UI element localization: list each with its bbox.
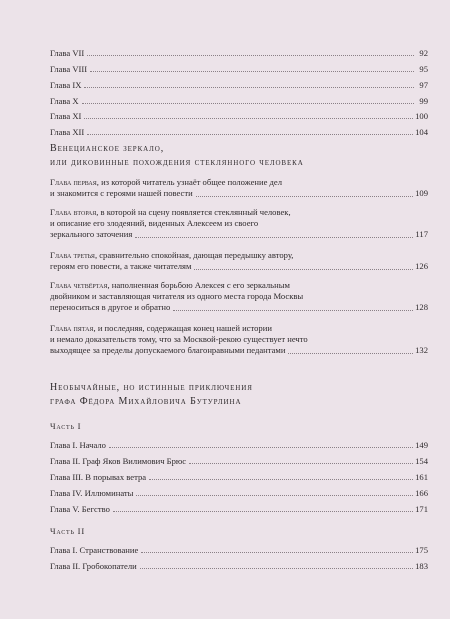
toc-entry-title: Глава VII: [50, 48, 85, 58]
dot-leader: [113, 511, 413, 512]
toc-entry[interactable]: [50, 545, 428, 555]
toc-entry-page: 109: [415, 188, 428, 198]
toc-entry[interactable]: [50, 111, 428, 121]
toc-entry-title: Глава I. Странствование: [50, 545, 139, 555]
dot-leader: [141, 552, 413, 553]
toc-entry[interactable]: [50, 472, 428, 482]
chapter-desc: и немало доказательств тому, что за Москвой-рекою существует нечто: [50, 334, 308, 344]
toc-entry-page: 166: [415, 488, 428, 498]
part-label: Часть I: [50, 421, 82, 431]
toc-entry-page: 132: [415, 345, 428, 355]
chapter-desc: , наполненная борьбою Алексея с его зеркальным: [107, 280, 290, 290]
toc-entry[interactable]: [50, 127, 428, 137]
toc-entry-title: Глава IV. Иллюминаты: [50, 488, 134, 498]
dot-leader: [87, 134, 413, 135]
toc-entry-page: 104: [415, 127, 428, 137]
dot-leader: [84, 87, 414, 88]
toc-entry-page: 154: [415, 456, 428, 466]
chapter-desc: , из которой читатель узнаёт общее положение дел: [96, 177, 283, 187]
toc-entry-page: 149: [415, 440, 428, 450]
toc-entry-title: Глава IX: [50, 80, 82, 90]
chapter-head: Глава первая: [50, 177, 97, 187]
dot-leader: [136, 495, 413, 496]
dot-leader: [149, 479, 413, 480]
chapter-desc: , и последняя, содержащая конец нашей истории: [93, 323, 272, 333]
dot-leader: [90, 71, 414, 72]
toc-entry[interactable]: [50, 80, 428, 90]
chapter-desc: , сравнительно спокойная, дающая передышку автору,: [94, 250, 294, 260]
section-title: [50, 381, 430, 409]
dot-leader: [109, 447, 413, 448]
toc-entry[interactable]: [50, 561, 428, 571]
toc-entry-title: Глава III. В порывах ветра: [50, 472, 147, 482]
part-label: Часть II: [50, 526, 86, 536]
section-title: [50, 142, 430, 170]
chapter-head: Глава третья: [50, 250, 95, 260]
toc-entry-title: Глава VIII: [50, 64, 88, 74]
toc-chapter-entry[interactable]: [50, 250, 428, 272]
chapter-desc: выходящее за пределы допускаемого благонравными педантами: [50, 345, 286, 355]
chapter-desc: зеркального заточения: [50, 229, 133, 239]
chapter-head: Глава вторая: [50, 207, 97, 217]
chapter-desc: героям его повести, а также читателям: [50, 261, 192, 271]
toc-entry[interactable]: [50, 456, 428, 466]
chapter-desc: , в которой на сцену появляется стеклянный человек,: [96, 207, 291, 217]
toc-entry[interactable]: [50, 440, 428, 450]
toc-entry-page: 171: [415, 504, 428, 514]
dot-leader: [140, 568, 413, 569]
toc-entry-page: 117: [415, 229, 428, 239]
dot-leader: [194, 269, 413, 270]
toc-entry-page: 100: [415, 111, 428, 121]
dot-leader: [82, 103, 414, 104]
chapter-head: Глава пятая: [50, 323, 94, 333]
toc-entry-page: 183: [415, 561, 428, 571]
toc-entry[interactable]: [50, 488, 428, 498]
dot-leader: [84, 118, 413, 119]
toc-entry-page: 161: [415, 472, 428, 482]
chapter-desc: двойником и заставляющая читателя из одного места города Москвы: [50, 291, 304, 301]
chapter-desc: переноситься в другое и обратно: [50, 302, 171, 312]
dot-leader: [87, 55, 414, 56]
section-title-line2: графа Фёдора Михайловича Бутурлина: [50, 396, 242, 407]
toc-entry-page: 95: [419, 64, 428, 74]
dot-leader: [189, 463, 413, 464]
toc-entry-page: 92: [419, 48, 428, 58]
toc-entry-title: Глава XI: [50, 111, 82, 121]
toc-chapter-entry[interactable]: [50, 280, 428, 313]
toc-entry[interactable]: [50, 64, 428, 74]
dot-leader: [135, 237, 413, 238]
section-title-line1: Венецианское зеркало,: [50, 143, 165, 154]
toc-chapter-entry[interactable]: [50, 207, 428, 240]
toc-chapter-entry[interactable]: [50, 177, 428, 199]
toc-entry-page: 128: [415, 302, 428, 312]
toc-entry-title: Глава XII: [50, 127, 85, 137]
toc-entry-title: Глава X: [50, 96, 79, 106]
toc-entry-page: 99: [419, 96, 428, 106]
dot-leader: [196, 196, 413, 197]
dot-leader: [173, 310, 413, 311]
toc-entry[interactable]: [50, 96, 428, 106]
toc-entry-title: Глава I. Начало: [50, 440, 106, 450]
toc-entry-title: Глава II. Граф Яков Вилимович Брюс: [50, 456, 187, 466]
toc-entry-page: 126: [415, 261, 428, 271]
toc-entry[interactable]: [50, 504, 428, 514]
dot-leader: [288, 353, 413, 354]
toc-entry-title: Глава V. Бегство: [50, 504, 110, 514]
toc-entry-page: 97: [419, 80, 428, 90]
toc-entry-title: Глава II. Гробокопатели: [50, 561, 137, 571]
chapter-desc: и описание его злодеяний, виденных Алексеем из своего: [50, 218, 259, 228]
toc-chapter-entry[interactable]: [50, 323, 428, 356]
toc-entry[interactable]: [50, 48, 428, 58]
section-title-line2: или диковинные похождения стеклянного человека: [50, 157, 304, 168]
chapter-head: Глава четвёртая: [50, 280, 108, 290]
chapter-desc: и знакомится с героями нашей повести: [50, 188, 193, 198]
toc-entry-page: 175: [415, 545, 428, 555]
section-title-line1: Необычайные, но истинные приключения: [50, 382, 253, 393]
